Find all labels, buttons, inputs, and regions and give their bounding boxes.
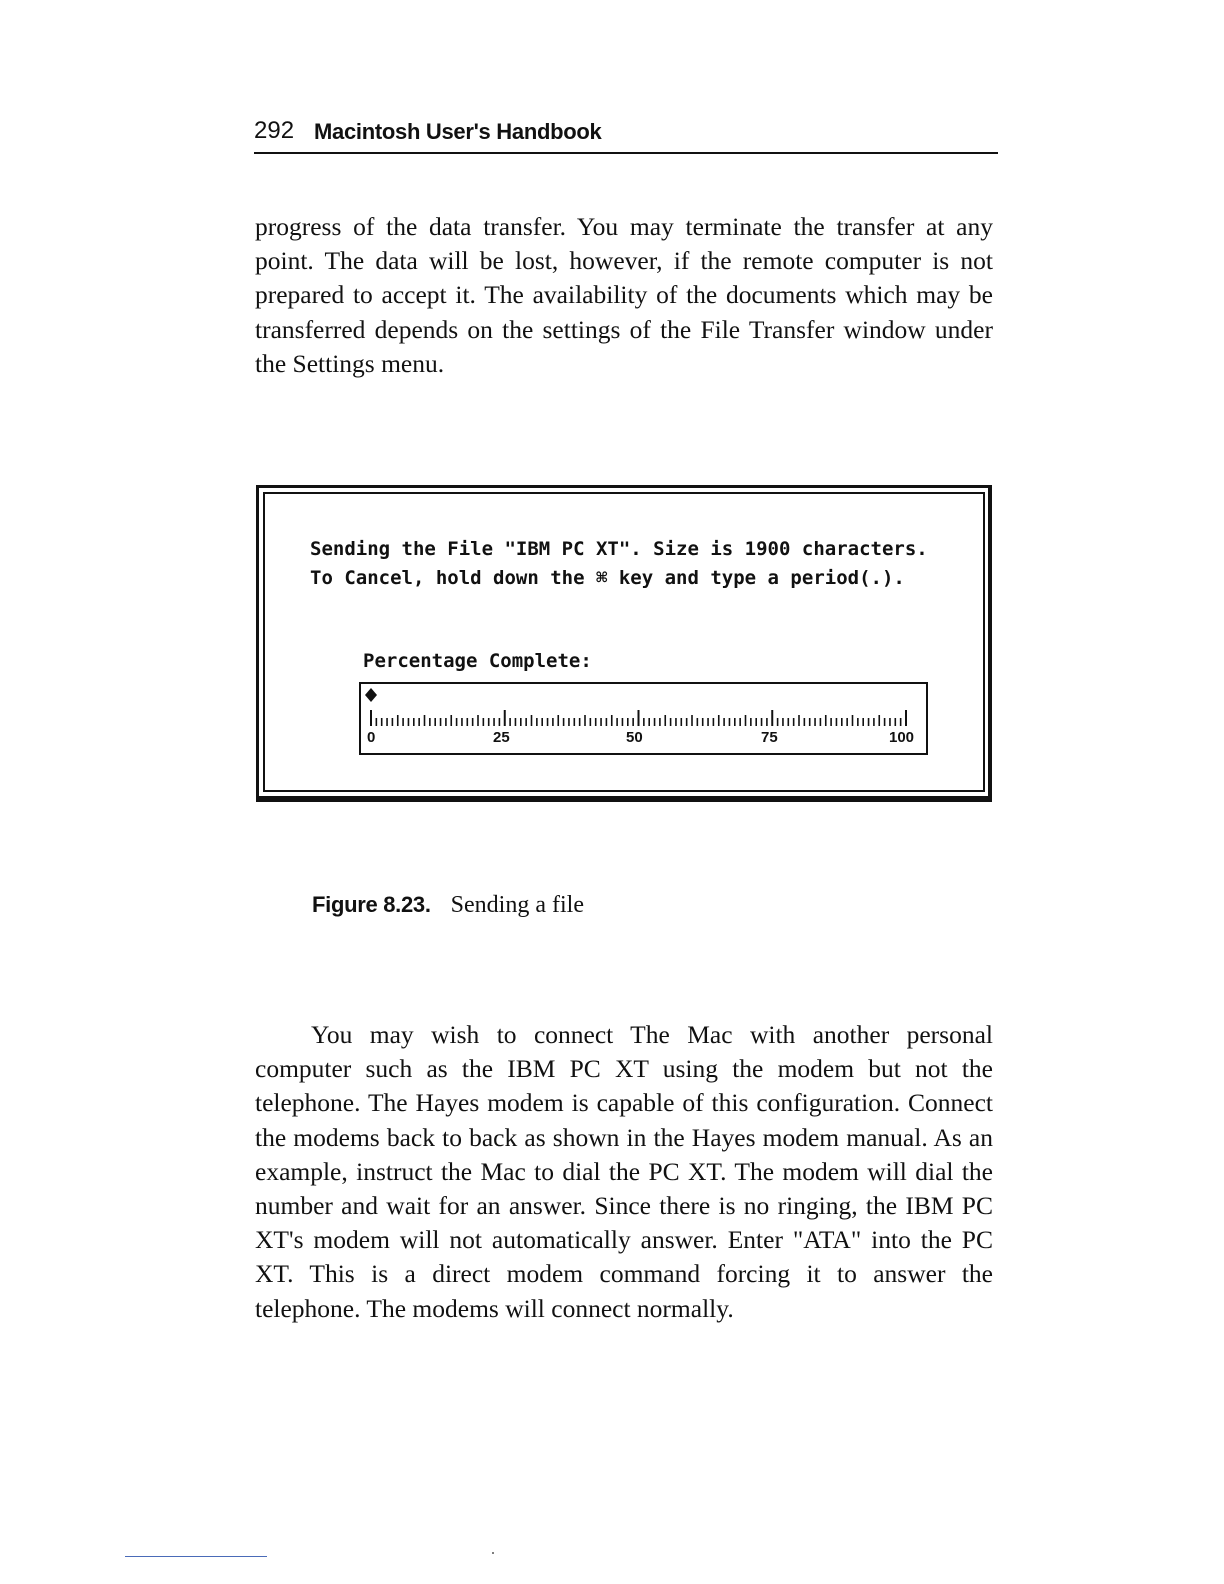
scale-label-25: 25 [493,729,510,746]
figure-caption-text: Sending a file [450,892,584,918]
progress-ticks [361,684,926,753]
scale-label-50: 50 [626,729,643,746]
body-paragraph: You may wish to connect The Mac with another personal computer such as the IBM PC XT using the modem but not the telephone. The Hayes modem is capable of this configuration. Connect the modems back to back as shown in the Hayes modem manual. As an example, instruct the Mac to dial the PC XT. The modem will dial the number and wait for an answer. Since there is no ringing, the IBM PC XT's modem will not automatically answer. Enter "ATA" into the PC XT. This is a direct modem command forcing it to answer the telephone. The modems will connect normally. [255,1020,993,1323]
footer-rule [125,1556,267,1557]
dialog-message-sending: Sending the File "IBM PC XT". Size is 1900 characters. [310,538,928,560]
scale-label-100: 100 [889,729,915,746]
scale-label-0: 0 [367,729,376,746]
progress-marker [365,688,377,702]
figure-caption [312,892,584,919]
progress-scale [359,682,928,755]
send-file-dialog [256,485,992,799]
running-title: Macintosh User's Handbook [314,119,602,144]
scale-label-75: 75 [761,729,778,746]
page-header [254,116,998,154]
figure-number: Figure 8.23. [312,892,431,917]
page-number: 292 [254,117,295,144]
progress-label: Percentage Complete: [363,650,592,672]
body-paragraph: progress of the data transfer. You may terminate the transfer at any point. The data will be lost, however, if the remote computer is not prepared to accept it. The availability of the documents which may be transferred depends on the settings of the File Transfer window under the Settings menu. [255,212,993,378]
dialog-shadow-bottom [256,798,992,802]
dialog-shadow-right [988,487,992,800]
dialog-message-cancel: To Cancel, hold down the ⌘ key and type a period(.). [310,567,905,589]
scan-speck [492,1552,494,1554]
